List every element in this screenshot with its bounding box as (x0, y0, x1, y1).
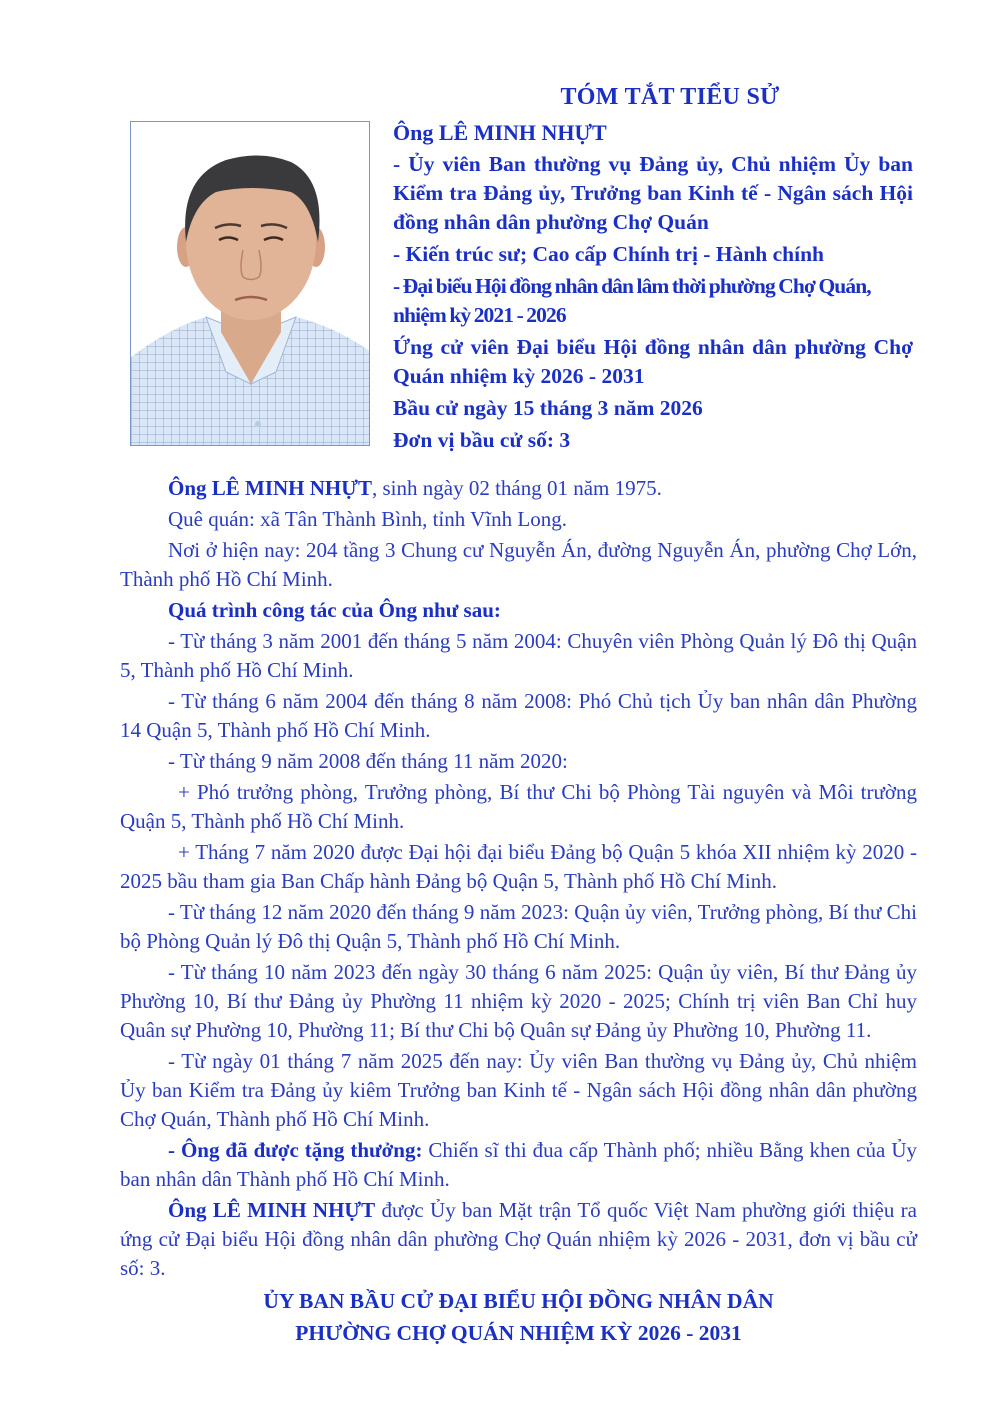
nomination-text: được Ủy ban Mặt trận Tổ quốc Việt Nam phường giới thiệu ra ứng cử Đại biểu Hội đồng nhân dân phường Chợ Quán nhiệm kỳ 2026 - 2031, đơn vị bầu cử số: 3. (120, 1198, 917, 1280)
career-heading-text: Quá trình công tác của Ông như sau: (168, 598, 501, 622)
portrait-illustration (131, 122, 370, 446)
career-item: - Từ tháng 10 năm 2023 đến ngày 30 tháng 6 năm 2025: Quận ủy viên, Bí thư Đảng ủy Phường 10, Bí thư Đảng ủy Phường 11 nhiệm kỳ 2020 - 2025; Chính trị viên Ban Chỉ huy Quân sự Phường 10, Phường 11; Bí thư Chi bộ Quân sự Đảng ủy Phường 10, Phường 11. (120, 960, 917, 1042)
issuer-footer (120, 1285, 917, 1349)
career-item: - Từ tháng 3 năm 2001 đến tháng 5 năm 2004: Chuyên viên Phòng Quản lý Đô thị Quận 5, Thành phố Hồ Chí Minh. (120, 629, 917, 682)
footer-line-2: PHƯỜNG CHỢ QUÁN NHIỆM KỲ 2026 - 2031 (295, 1321, 742, 1345)
summary-election-date: Bầu cử ngày 15 tháng 3 năm 2026 (393, 396, 703, 420)
career-heading (120, 596, 917, 625)
nomination-paragraph (120, 1196, 917, 1283)
summary-current-delegate: - Đại biểu Hội đồng nhân dân lâm thời phường Chợ Quán, nhiệm kỳ 2021 - 2026 (393, 274, 871, 327)
footer-line-1: ỦY BAN BẦU CỬ ĐẠI BIỂU HỘI ĐỒNG NHÂN DÂN (263, 1289, 774, 1313)
career-subitem: + Tháng 7 năm 2020 được Đại hội đại biểu Đảng bộ Quận 5 khóa XII nhiệm kỳ 2020 - 2025 bầu tham gia Ban Chấp hành Đảng bộ Quận 5, Thành phố Hồ Chí Minh. (120, 840, 917, 893)
summary-position: - Ủy viên Ban thường vụ Đảng ủy, Chủ nhiệm Ủy ban Kiểm tra Đảng ủy, Trưởng ban Kinh tế - Ngân sách Hội đồng nhân dân phường Chợ Quán (393, 152, 913, 234)
summary-candidacy: Ứng cử viên Đại biểu Hội đồng nhân dân phường Chợ Quán nhiệm kỳ 2026 - 2031 (393, 335, 913, 388)
awards-paragraph (120, 1136, 917, 1194)
summary-qualification: - Kiến trúc sư; Cao cấp Chính trị - Hành chính (393, 242, 824, 266)
summary-name: Ông LÊ MINH NHỰT (393, 120, 607, 145)
career-item: - Từ tháng 12 năm 2020 đến tháng 9 năm 2023: Quận ủy viên, Trưởng phòng, Bí thư Chi bộ Phòng Quản lý Đô thị Quận 5, Thành phố Hồ Chí Minh. (120, 900, 917, 953)
career-subitem: + Phó trưởng phòng, Trưởng phòng, Bí thư Chi bộ Phòng Tài nguyên và Môi trường Quận 5, Thành phố Hồ Chí Minh. (120, 780, 917, 833)
awards-text: Chiến sĩ thi đua cấp Thành phố; nhiều Bằng khen của Ủy ban nhân dân Thành phố Hồ Chí Minh. (120, 1138, 917, 1191)
hometown-paragraph: Quê quán: xã Tân Thành Bình, tỉnh Vĩnh Long. (168, 507, 567, 531)
document-title: TÓM TẮT TIỂU SỬ (560, 84, 780, 110)
summary-block (393, 118, 913, 458)
career-item: - Từ ngày 01 tháng 7 năm 2025 đến nay: Ủy viên Ban thường vụ Đảng ủy, Chủ nhiệm Ủy ban Kiểm tra Đảng ủy kiêm Trưởng ban Kinh tế - Ngân sách Hội đồng nhân dân phường Chợ Quán, Thành phố Hồ Chí Minh. (120, 1049, 917, 1131)
awards-label: - Ông đã được tặng thưởng: (168, 1138, 423, 1162)
birth-details: , sinh ngày 02 tháng 01 năm 1975. (372, 476, 662, 500)
career-item: - Từ tháng 6 năm 2004 đến tháng 8 năm 2008: Phó Chủ tịch Ủy ban nhân dân Phường 14 Quận 5, Thành phố Hồ Chí Minh. (120, 689, 917, 742)
birth-paragraph (120, 474, 917, 503)
residence-paragraph: Nơi ở hiện nay: 204 tầng 3 Chung cư Nguyễn Án, đường Nguyễn Án, phường Chợ Lớn, Thành phố Hồ Chí Minh. (120, 538, 917, 591)
biography-body (120, 474, 917, 1285)
career-item: - Từ tháng 9 năm 2008 đến tháng 11 năm 2020: (168, 749, 568, 773)
summary-constituency: Đơn vị bầu cử số: 3 (393, 428, 571, 452)
portrait-photo (130, 121, 370, 446)
nomination-name: Ông LÊ MINH NHỰT (168, 1198, 376, 1222)
birth-name: Ông LÊ MINH NHỰT (168, 476, 372, 500)
